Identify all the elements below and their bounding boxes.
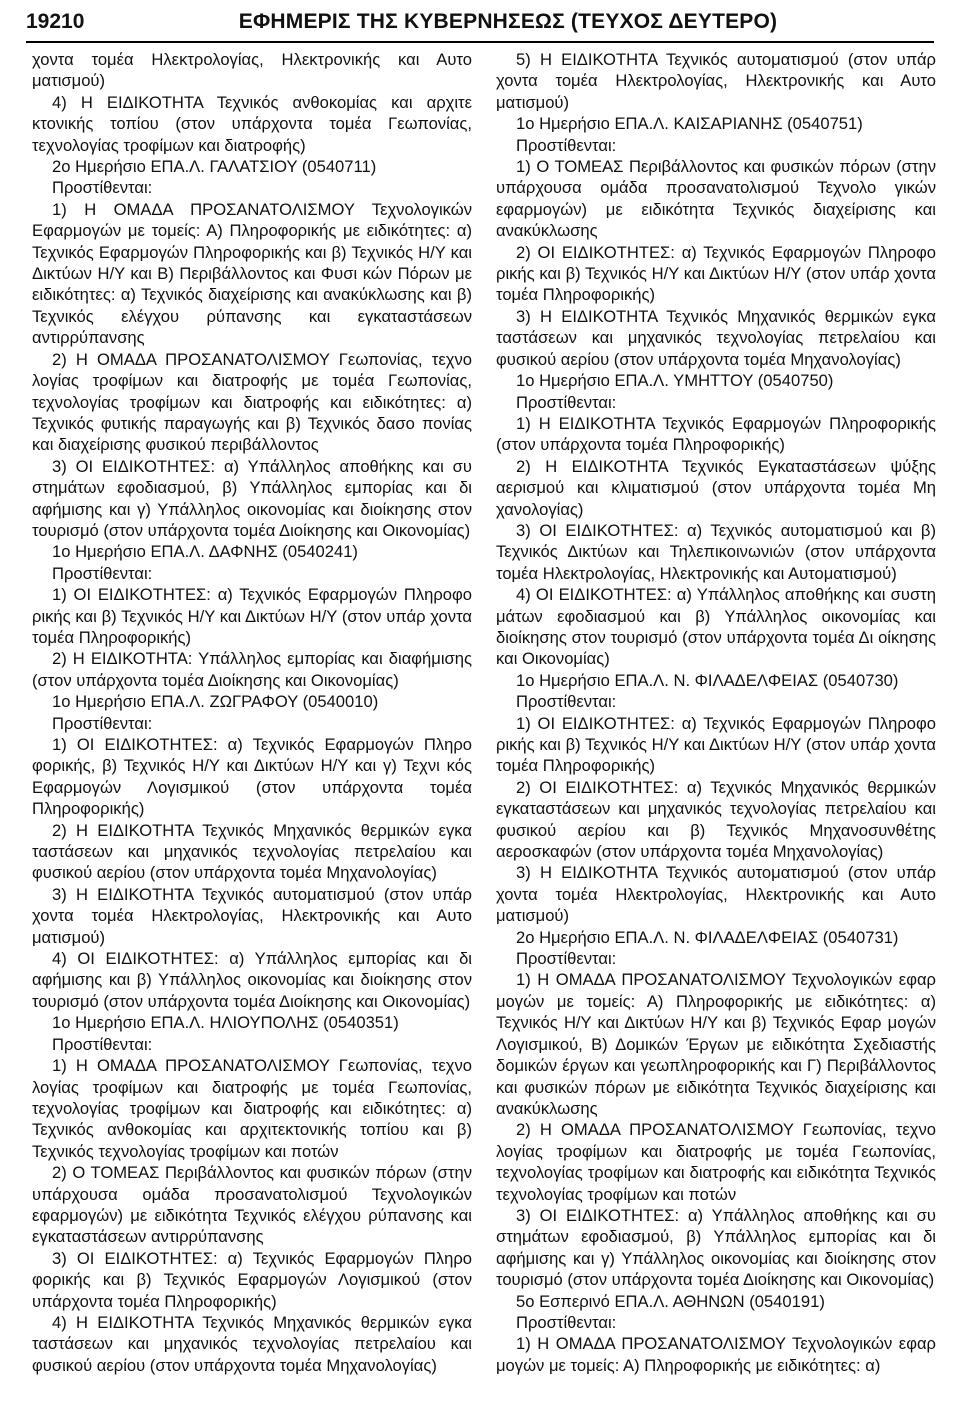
paragraph: 4) ΟΙ ΕΙΔΙΚΟΤΗΤΕΣ: α) Υπάλληλος αποθήκης και συστη μάτων εφοδιασμού και β) Υπάλληλος οικονομίας και διοίκησης στον τουρισμό (στον υπάρχοντα τομέα Δι οίκησης και Οικονομίας)	[496, 585, 936, 669]
paragraph: Προστίθενται:	[52, 178, 153, 198]
paragraph: 2) Η ΕΙΔΙΚΟΤΗΤΑ: Υπάλληλος εμπορίας και διαφήμισης (στον υπάρχοντα τομέα Διοίκησης και Οικονομίας)	[32, 649, 472, 690]
paragraph: 1) ΟΙ ΕΙΔΙΚΟΤΗΤΕΣ: α) Τεχνικός Εφαρμογών Πληρο φορικής, β) Τεχνικός Η/Υ και Δικτύων Η/Υ και γ) Τεχνι κός Εφαρμογών Λογισμικού (στον υπάρχοντα τομέα Πληροφορικής)	[32, 735, 472, 819]
paragraph: 5ο Εσπερινό ΕΠΑ.Λ. ΑΘΗΝΩΝ (0540191)	[516, 1291, 825, 1311]
paragraph: 2) Η ΟΜΑΔΑ ΠΡΟΣΑΝΑΤΟΛΙΣΜΟΥ Γεωπονίας, τεχνο λογίας τροφίμων και διατροφής με τομέα Γεωπονίας, τεχνολογίας τροφίμων και διατροφής και ειδικότητες: α) Τεχνικός φυτικής παραγωγής και β) Τεχνικός δασο πονίας και διαχείρισης φυσικού περιβάλλοντος	[32, 349, 472, 455]
paragraph: Προστίθενται:	[516, 949, 617, 969]
paragraph: 3) Η ΕΙΔΙΚΟΤΗΤΑ Τεχνικός αυτοματισμού (στον υπάρ χοντα τομέα Ηλεκτρολογίας, Ηλεκτρονικής και Αυτο ματισμού)	[496, 863, 936, 926]
paragraph: 1) Η ΕΙΔΙΚΟΤΗΤΑ Τεχνικός Εφαρμογών Πληροφορικής (στον υπάρχοντα τομέα Πληροφορικής)	[496, 413, 936, 455]
paragraph: 1ο Ημερήσιο ΕΠΑ.Λ. ΗΛΙΟΥΠΟΛΗΣ (0540351)	[52, 1013, 399, 1033]
paragraph: 1) Η ΟΜΑΔΑ ΠΡΟΣΑΝΑΤΟΛΙΣΜΟΥ Τεχνολογικών Εφαρμογών με τομείς: Α) Πληροφορικής με ειδικότητες: α) Τεχνικός Εφαρμογών Πληροφορικής και β) Τεχνικός Η/Υ και Δικτύων Η/Υ και Β) Περιβάλλοντος και Φυσι κών Πόρων με ειδικότητες: α) Τεχνικός διαχείρισης και ανακύκλωσης και β) Τεχνικός ελέγχου ρύπανσης και εγκαταστάσεων αντιρρύπανσης	[32, 199, 472, 348]
paragraph: 3) Η ΕΙΔΙΚΟΤΗΤΑ Τεχνικός Μηχανικός θερμικών εγκα ταστάσεων και μηχανικός τεχνολογίας πετρελαίου και φυσικού αερίου (στον υπάρχοντα τομέα Μηχανολογίας)	[496, 306, 936, 369]
page-header	[26, 2, 934, 42]
paragraph: 2ο Ημερήσιο ΕΠΑ.Λ. Ν. ΦΙΛΑΔΕΛΦΕΙΑΣ (0540731)	[516, 927, 899, 947]
paragraph: 3) ΟΙ ΕΙΔΙΚΟΤΗΤΕΣ: α) Τεχνικός αυτοματισμού και β) Τεχνικός Δικτύων και Τηλεπικοινωνιών (στον υπάρχοντα τομέα Ηλεκτρολογίας, Ηλεκτρονικής και Αυτοματισμού)	[496, 520, 936, 583]
paragraph: Προστίθενται:	[52, 563, 153, 583]
paragraph: Προστίθενται:	[516, 392, 617, 412]
paragraph: 3) ΟΙ ΕΙΔΙΚΟΤΗΤΕΣ: α) Τεχνικός Εφαρμογών Πληρο φορικής και β) Τεχνικός Εφαρμογών Λογισμικού (στον υπάρχοντα τομέα Πληροφορικής)	[32, 1248, 472, 1311]
paragraph: 1ο Ημερήσιο ΕΠΑ.Λ. ΖΩΓΡΑΦΟΥ (0540010)	[52, 692, 379, 712]
paragraph: 1ο Ημερήσιο ΕΠΑ.Λ. ΥΜΗΤΤΟΥ (0540750)	[516, 371, 834, 391]
page-number: 19210	[26, 10, 85, 33]
paragraph: 5) Η ΕΙΔΙΚΟΤΗΤΑ Τεχνικός αυτοματισμού (στον υπάρ χοντα τομέα Ηλεκτρολογίας, Ηλεκτρονικής και Αυτο ματισμού)	[496, 50, 936, 112]
paragraph: Προστίθενται:	[516, 135, 617, 155]
paragraph: Προστίθενται:	[52, 1034, 153, 1054]
paragraph: Προστίθενται:	[52, 713, 153, 733]
paragraph: 1ο Ημερήσιο ΕΠΑ.Λ. Ν. ΦΙΛΑΔΕΛΦΕΙΑΣ (0540730)	[516, 670, 899, 690]
paragraph: 2) ΟΙ ΕΙΔΙΚΟΤΗΤΕΣ: α) Τεχνικός Μηχανικός θερμικών εγκαταστάσεων και μηχανικός τεχνολογίας πετρελαίου και φυσικού αερίου και β) Τεχνικός Μηχανοσυνθέτης αεροσκαφών (στον υπάρχοντα τομέα Μηχανολογίας)	[496, 777, 936, 862]
paragraph: 2) Η ΟΜΑΔΑ ΠΡΟΣΑΝΑΤΟΛΙΣΜΟΥ Γεωπονίας, τεχνο λογίας τροφίμων και διατροφής με τομέα Γεωπονίας, τεχνολογίας τροφίμων και διατροφής και ειδικότητα Τεχνικός τεχνολογίας τροφίμων και ποτών	[496, 1120, 936, 1204]
paragraph: 1) Η ΟΜΑΔΑ ΠΡΟΣΑΝΑΤΟΛΙΣΜΟΥ Τεχνολογικών εφαρ μογών με τομείς: Α) Πληροφορικής με ειδικότητες: α) Τεχνικός Η/Υ και Δικτύων Η/Υ και β) Τεχνικός Εφαρ μογών Λογισμικού, Β) Δομικών Έργων με ειδικότητα Σχεδιαστής δομικών έργων και γεωπληροφορικής και Γ) Περιβάλλοντος και φυσικών πόρων με ειδικότητα Τεχνικός διαχείρισης και ανακύκλωσης	[496, 970, 936, 1118]
journal-title: ΕΦΗΜΕΡΙΣ ΤΗΣ ΚΥΒΕΡΝΗΣΕΩΣ (ΤΕΥΧΟΣ ΔΕΥΤΕΡΟ)	[238, 10, 778, 33]
paragraph: 3) ΟΙ ΕΙΔΙΚΟΤΗΤΕΣ: α) Υπάλληλος αποθήκης και συ στημάτων εφοδιασμού, β) Υπάλληλος εμπορίας και δι αφήμισης και γ) Υπάλληλος οικονομίας και διοίκησης στον τουρισμό (στον υπάρχοντα τομέα Διοίκησης και Οικονομίας)	[32, 456, 472, 540]
paragraph: χοντα τομέα Ηλεκτρολογίας, Ηλεκτρονικής και Αυτο ματισμού)	[32, 50, 472, 91]
paragraph: 1) Ο ΤΟΜΕΑΣ Περιβάλλοντος και φυσικών πόρων (στην υπάρχουσα ομάδα προσανατολισμού Τεχνολο γικών εφαρμογών) με ειδικότητα Τεχνικός διαχείρισης και ανακύκλωσης	[496, 157, 936, 241]
paragraph: 1) Η ΟΜΑΔΑ ΠΡΟΣΑΝΑΤΟΛΙΣΜΟΥ Τεχνολογικών εφαρ μογών με τομείς: Α) Πληροφορικής με ειδικότητες: α)	[496, 1334, 936, 1375]
paragraph: 3) ΟΙ ΕΙΔΙΚΟΤΗΤΕΣ: α) Υπάλληλος αποθήκης και συ στημάτων εφοδιασμού, β) Υπάλληλος εμπορίας και δι αφήμισης και γ) Υπάλληλος οικονομίας και διοίκησης στον τουρισμό (στον υπάρχοντα τομέα Διοίκησης και Οικονομίας)	[496, 1205, 936, 1290]
paragraph: 2) Η ΕΙΔΙΚΟΤΗΤΑ Τεχνικός Μηχανικός θερμικών εγκα ταστάσεων και μηχανικός τεχνολογίας πετρελαίου και φυσικού αερίου (στον υπάρχοντα τομέα Μηχανολογίας)	[32, 820, 472, 883]
paragraph: Προστίθενται:	[516, 692, 617, 712]
paragraph: 1ο Ημερήσιο ΕΠΑ.Λ. ΚΑΙΣΑΡΙΑΝΗΣ (0540751)	[516, 114, 863, 134]
paragraph: 1) ΟΙ ΕΙΔΙΚΟΤΗΤΕΣ: α) Τεχνικός Εφαρμογών Πληροφο ρικής και β) Τεχνικός Η/Υ και Δικτύων Η/Υ (στον υπάρ χοντα τομέα Πληροφορικής)	[32, 585, 472, 647]
right-column	[496, 49, 936, 1376]
paragraph: 2) Η ΕΙΔΙΚΟΤΗΤΑ Τεχνικός Εγκαταστάσεων ψύξης αερισμού και κλιματισμού (στον υπάρχοντα τομέα Μη χανολογίας)	[496, 456, 936, 519]
paragraph: 4) Η ΕΙΔΙΚΟΤΗΤΑ Τεχνικός ανθοκομίας και αρχιτε κτονικής τοπίου (στον υπάρχοντα τομέα Γεωπονίας, τεχνολογίας τροφίμων και διατροφής)	[32, 92, 472, 155]
paragraph: 1) Η ΟΜΑΔΑ ΠΡΟΣΑΝΑΤΟΛΙΣΜΟΥ Γεωπονίας, τεχνο λογίας τροφίμων και διατροφής με τομέα Γεωπονίας, τεχνολογίας τροφίμων και διατροφής και ειδικότητες: α) Τεχνικός ανθοκομίας και αρχιτεκτονικής τοπίου και β) Τεχνικός τεχνολογίας τροφίμων και ποτών	[32, 1056, 472, 1161]
paragraph: 2ο Ημερήσιο ΕΠΑ.Λ. ΓΑΛΑΤΣΙΟΥ (0540711)	[52, 157, 377, 177]
paragraph: 1) ΟΙ ΕΙΔΙΚΟΤΗΤΕΣ: α) Τεχνικός Εφαρμογών Πληροφο ρικής και β) Τεχνικός Η/Υ και Δικτύων Η/Υ (στον υπάρ χοντα τομέα Πληροφορικής)	[496, 713, 936, 776]
header-rule	[26, 41, 934, 43]
paragraph: 4) Η ΕΙΔΙΚΟΤΗΤΑ Τεχνικός Μηχανικός θερμικών εγκα ταστάσεων και μηχανικός τεχνολογίας πετρελαίου και φυσικού αερίου (στον υπάρχοντα τομέα Μηχανολογίας)	[32, 1312, 472, 1375]
paragraph: 3) Η ΕΙΔΙΚΟΤΗΤΑ Τεχνικός αυτοματισμού (στον υπάρ χοντα τομέα Ηλεκτρολογίας, Ηλεκτρονικής και Αυτο ματισμού)	[32, 884, 472, 947]
paragraph: 4) ΟΙ ΕΙΔΙΚΟΤΗΤΕΣ: α) Υπάλληλος εμπορίας και δι αφήμισης και β) Υπάλληλος οικονομίας και διοίκησης στον τουρισμό (στον υπάρχοντα τομέα Διοίκησης και Οικονομίας)	[32, 949, 472, 1011]
left-column	[32, 49, 472, 1376]
paragraph: Προστίθενται:	[516, 1312, 617, 1332]
paragraph: 2) ΟΙ ΕΙΔΙΚΟΤΗΤΕΣ: α) Τεχνικός Εφαρμογών Πληροφο ρικής και β) Τεχνικός Η/Υ και Δικτύων Η/Υ (στον υπάρ χοντα τομέα Πληροφορικής)	[496, 242, 936, 305]
paragraph: 2) Ο ΤΟΜΕΑΣ Περιβάλλοντος και φυσικών πόρων (στην υπάρχουσα ομάδα προσανατολισμού Τεχνολογικών εφαρμογών) με ειδικότητα Τεχνικός ελέγχου ρύπανσης και εγκαταστάσεων αντιρρύπανσης	[32, 1163, 472, 1247]
paragraph: 1ο Ημερήσιο ΕΠΑ.Λ. ΔΑΦΝΗΣ (0540241)	[52, 542, 358, 562]
